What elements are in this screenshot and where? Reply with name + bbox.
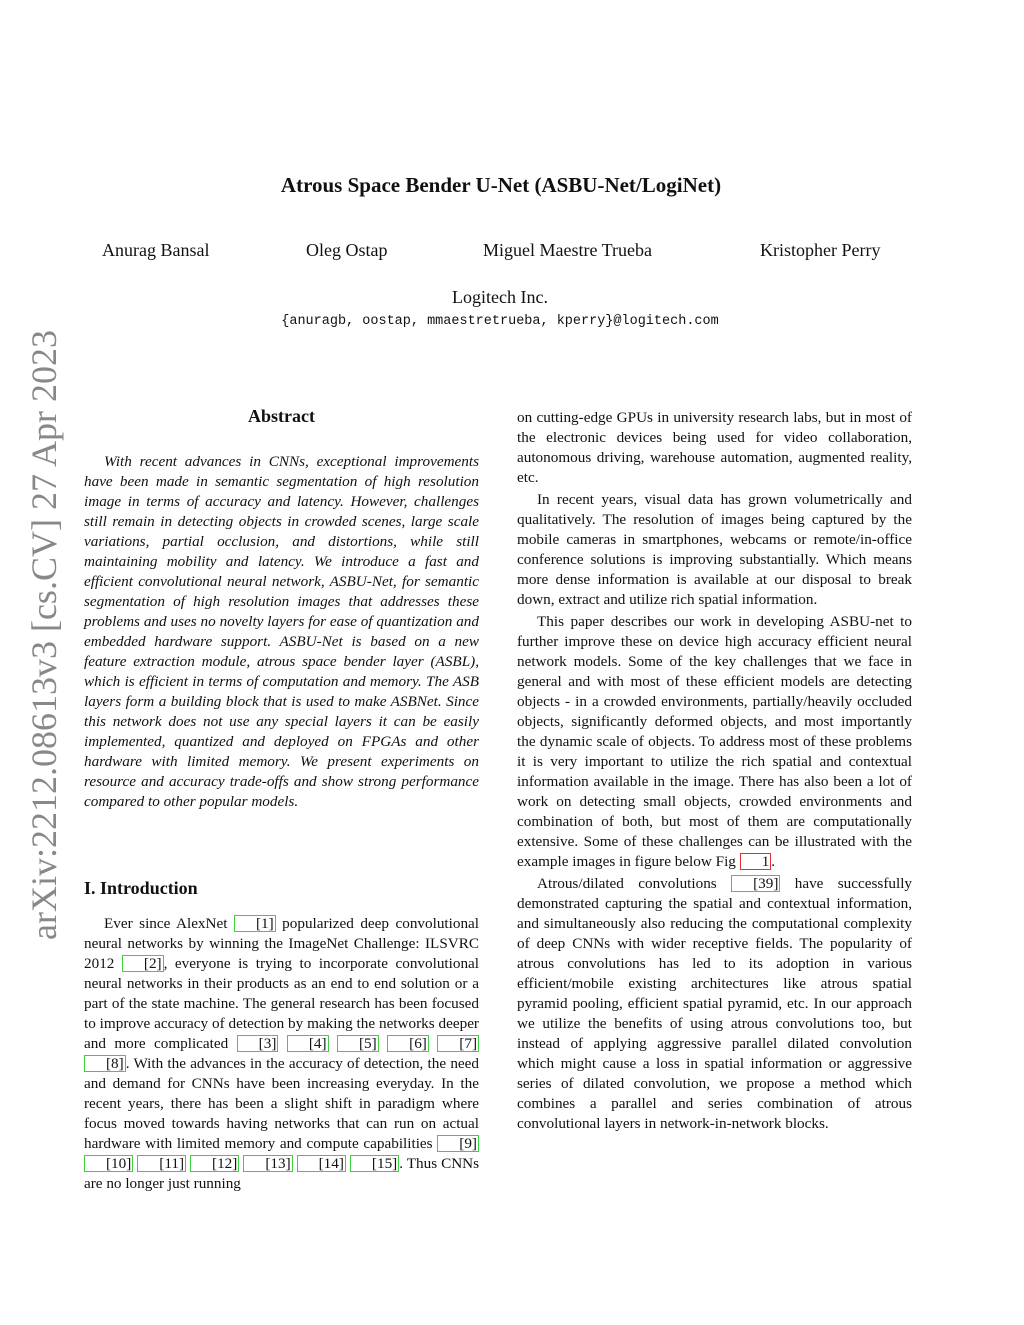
citation-link[interactable]: [15] — [350, 1155, 399, 1172]
right-column — [517, 408, 912, 1134]
citation-link[interactable]: [4] — [287, 1035, 329, 1052]
intro-paragraph-1: Ever since AlexNet [1] popularized deep convolutional neural networks by winning the ImageNet Challenge: ILSVRC 2012 [2] , everyone is trying to incorporate convolutional neural networks in their products as an end to end solution or a part of the state machine. The general research has been focused to improve accuracy of detection by making the networks deeper and more complicated [3] [4] [5] [6] [7] [8] . With the advances in the accuracy of detection, the need and demand for CNNs have been increasing everyday. In the recent years, there has been a slight shift in paradigm where focus moved towards having networks that can run on actual hardware with limited memory and compute capabilities [9] [10] [11] [12] [13] [14] [15] . Thus CNNs are no longer just running — [84, 915, 480, 1192]
section-heading-introduction: I. Introduction — [84, 878, 198, 898]
author-name: Miguel Maestre Trueba — [483, 240, 652, 260]
citation-link[interactable]: [13] — [243, 1155, 292, 1172]
figure-link[interactable]: 1 — [740, 853, 772, 870]
citation-link[interactable]: [39] — [731, 875, 780, 892]
citation-link[interactable]: [8] — [84, 1055, 126, 1072]
citation-link[interactable]: [1] — [234, 915, 276, 932]
citation-link[interactable]: [7] — [437, 1035, 479, 1052]
author-name: Anurag Bansal — [102, 240, 210, 260]
intro-paragraph-4: Atrous/dilated convolutions [39] have successfully demonstrated capturing the spatial and contextual information, and simultaneously also reducing the computational complexity of deep CNNs with wider receptive fields. The popularity of atrous convolutions has led to its adoption in various efficient/mobile existing architectures like atrous spatial pyramid pooling, efficient spatial pyramid, etc. In our approach we utilize the benefits of using atrous convolutions too, but instead of applying aggressive parallel dilated convolution which might cause a loss in spatial information or aggressive series of dilated convolution, we propose a method which combines a parallel and series combination of atrous convolutional layers in network-in-network blocks. — [517, 875, 913, 1132]
abstract-heading: Abstract — [248, 406, 315, 426]
intro-paragraph-2: In recent years, visual data has grown volumetrically and qualitatively. The resolution of images being captured by the mobile cameras in smartphones, webcams or remote/in-office conference solutions is improving substantially. Which means more dense information is available at our disposal to break down, extract and utilize rich spatial information. — [517, 491, 912, 608]
citation-link[interactable]: [6] — [387, 1035, 429, 1052]
abstract-body — [84, 452, 479, 812]
affiliation: Logitech Inc. — [452, 287, 548, 307]
abstract-text: With recent advances in CNNs, exceptional improvements have been made in semantic segmentation of high resolution image in terms of accuracy and latency. However, challenges still remain in detecting objects in crowded scenes, large scale variations, partial occlusion, and distortions, while still maintaining mobility and latency. We introduce a fast and efficient convolutional neural network, ASBU-Net, for semantic segmentation of high resolution images that addresses these problems and uses no novelty layers for ease of quantization and embedded hardware support. ASBU-Net is based on a new feature extraction module, atrous space bender layer (ASBL), which is efficient in terms of computation and memory. The ASB layers form a building block that is used to make ASBNet. Since this network does not use any special layers it can be easily implemented, quantized and deployed on FPGAs and other hardware with limited memory. We present experiments on resource and accuracy trade-offs and show strong performance compared to other popular models. — [84, 453, 479, 810]
paper-title: Atrous Space Bender U-Net (ASBU-Net/LogiNet) — [280, 173, 722, 197]
author-name: Oleg Ostap — [306, 240, 388, 260]
citation-link[interactable]: [9] — [437, 1135, 479, 1152]
author-emails: {anuragb, oostap, mmaestretrueba, kperry}@logitech.com — [281, 314, 719, 329]
intro-paragraph-1-continued: on cutting-edge GPUs in university research labs, but in most of the electronic devices being used for video collaboration, autonomous driving, warehouse automation, augmented reality, etc. — [517, 409, 912, 486]
citation-link[interactable]: [3] — [237, 1035, 279, 1052]
author-name: Kristopher Perry — [760, 240, 881, 260]
citation-link[interactable]: [2] — [122, 955, 164, 972]
citation-link[interactable]: [10] — [84, 1155, 133, 1172]
intro-paragraph-3: This paper describes our work in developing ASBU-net to further improve these on device high accuracy efficient neural network models. Some of the key challenges that we face in general and with most of these efficient models are detecting objects - in a crowded environments, partially/heavily occluded objects, significantly deformed objects, and most importantly the dynamic scale of objects. To address most of these problems it is very important to utilize the rich spatial and contextual information available in the image. There has also been a lot of work on detecting small objects, crowded environments and combination of both, but most of them are computationally extensive. Some of these challenges can be illustrated with the example images in figure below Fig 1 . — [517, 613, 912, 870]
intro-left-column — [84, 914, 479, 1194]
citation-link[interactable]: [14] — [297, 1155, 346, 1172]
citation-link[interactable]: [5] — [337, 1035, 379, 1052]
citation-link[interactable]: [12] — [190, 1155, 239, 1172]
citation-link[interactable]: [11] — [137, 1155, 186, 1172]
arxiv-sidebar-stamp: arXiv:2212.08613v3 [cs.CV] 27 Apr 2023 — [24, 330, 64, 940]
